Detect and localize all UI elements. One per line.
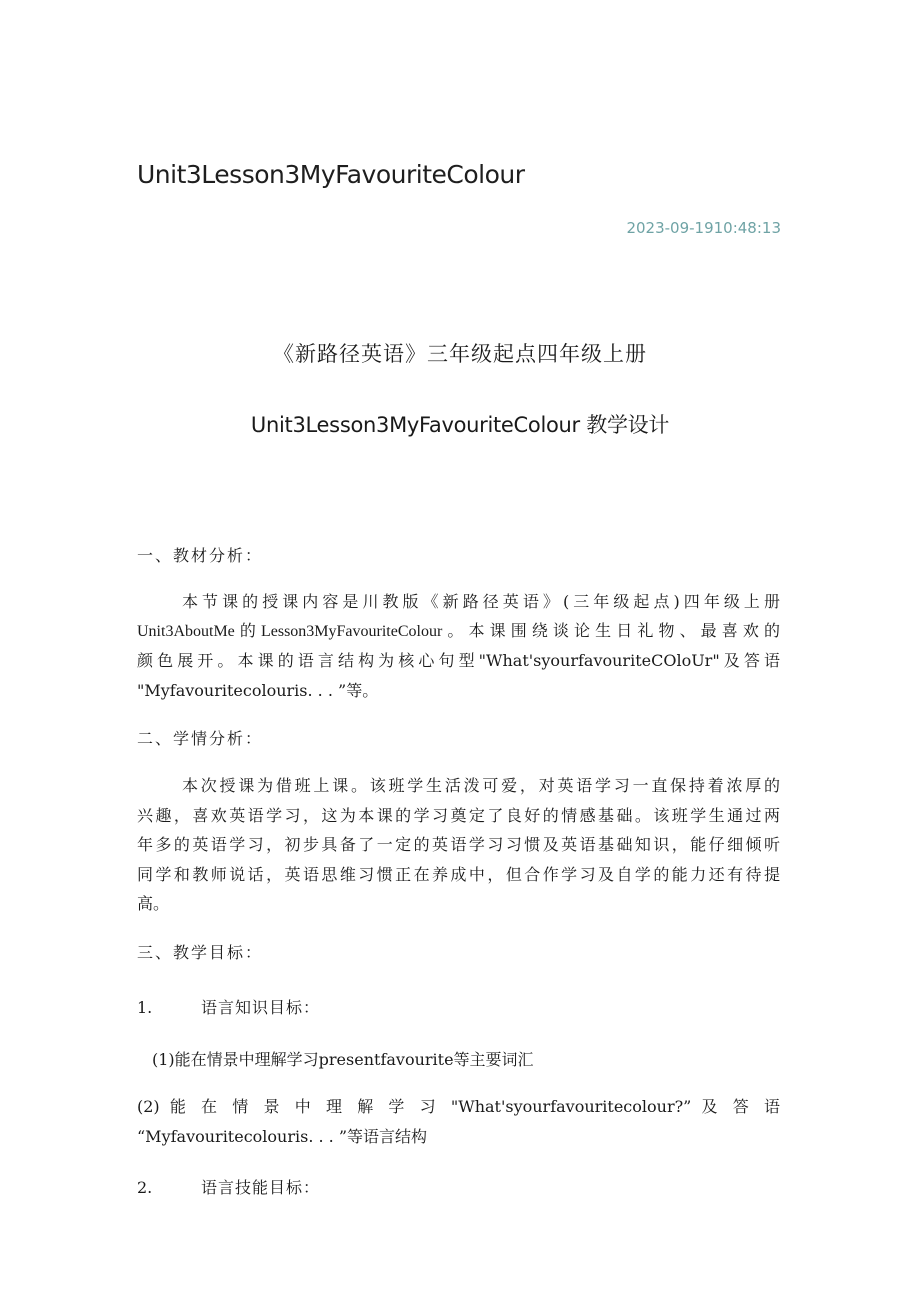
goal-1-heading bbox=[137, 995, 320, 1018]
goal-2-number: 2. bbox=[137, 1178, 153, 1197]
goal-1-label: 语言知识目标： bbox=[201, 998, 321, 1017]
section-heading-teaching-goals: 三、教学目标： bbox=[137, 943, 264, 962]
goal-2-label: 语言技能目标： bbox=[201, 1178, 321, 1197]
paragraph-line: “Myfavouritecolouris. . . ”等语言结构 bbox=[137, 1126, 428, 1146]
main-title-line-1: 《新路径英语》三年级起点四年级上册 bbox=[273, 342, 647, 366]
section-heading-textbook-analysis: 一、教材分析： bbox=[137, 546, 264, 565]
paragraph-line: 本次授课为借班上课。该班学生活泼可爱，对英语学习一直保持着浓厚的 bbox=[182, 776, 780, 795]
paragraph-line: 本节课的授课内容是川教版《新路径英语》(三年级起点)四年级上册 bbox=[182, 592, 780, 611]
main-title-line-2: Unit3Lesson3MyFavouriteColour 教学设计 bbox=[250, 413, 670, 437]
paragraph-line: 年多的英语学习，初步具备了一定的英语学习习惯及英语基础知识，能仔细倾听 bbox=[137, 835, 780, 854]
goal-1-item-2 bbox=[137, 1092, 780, 1151]
paragraph-textbook-analysis bbox=[137, 587, 780, 705]
paragraph-line: 高。 bbox=[137, 894, 170, 913]
paragraph-line: (2) 能 在 情 景 中 理 解 学 习 "What'syourfavouritecolour?” 及 答 语 bbox=[137, 1097, 780, 1116]
paragraph-student-analysis bbox=[137, 771, 780, 919]
goal-1-item-1: (1)能在情景中理解学习presentfavourite等主要词汇 bbox=[152, 1050, 534, 1069]
paragraph-line: 同学和教师说话，英语思维习惯正在养成中，但合作学习及自学的能力还有待提 bbox=[137, 864, 780, 884]
paragraph-line: 颜色展开。本课的语言结构为核心句型"What'syourfavouriteCOloUr"及答语 bbox=[137, 651, 780, 670]
paragraph-line: "Myfavouritecolouris. . . ”等。 bbox=[137, 680, 379, 700]
paragraph-line: 兴趣，喜欢英语学习，这为本课的学习奠定了良好的情感基础。该班学生通过两 bbox=[137, 805, 780, 825]
timestamp: 2023-09-1910:48:13 bbox=[626, 219, 781, 237]
paragraph-line: Unit3AboutMe的Lesson3MyFavouriteColour。本课围绕谈论生日礼物、最喜欢的 bbox=[137, 622, 780, 640]
section-heading-student-analysis: 二、学情分析： bbox=[137, 729, 264, 748]
goal-2-heading bbox=[137, 1175, 320, 1198]
goal-1-number: 1. bbox=[137, 998, 153, 1017]
document-title: Unit3Lesson3MyFavouriteColour bbox=[137, 160, 525, 189]
